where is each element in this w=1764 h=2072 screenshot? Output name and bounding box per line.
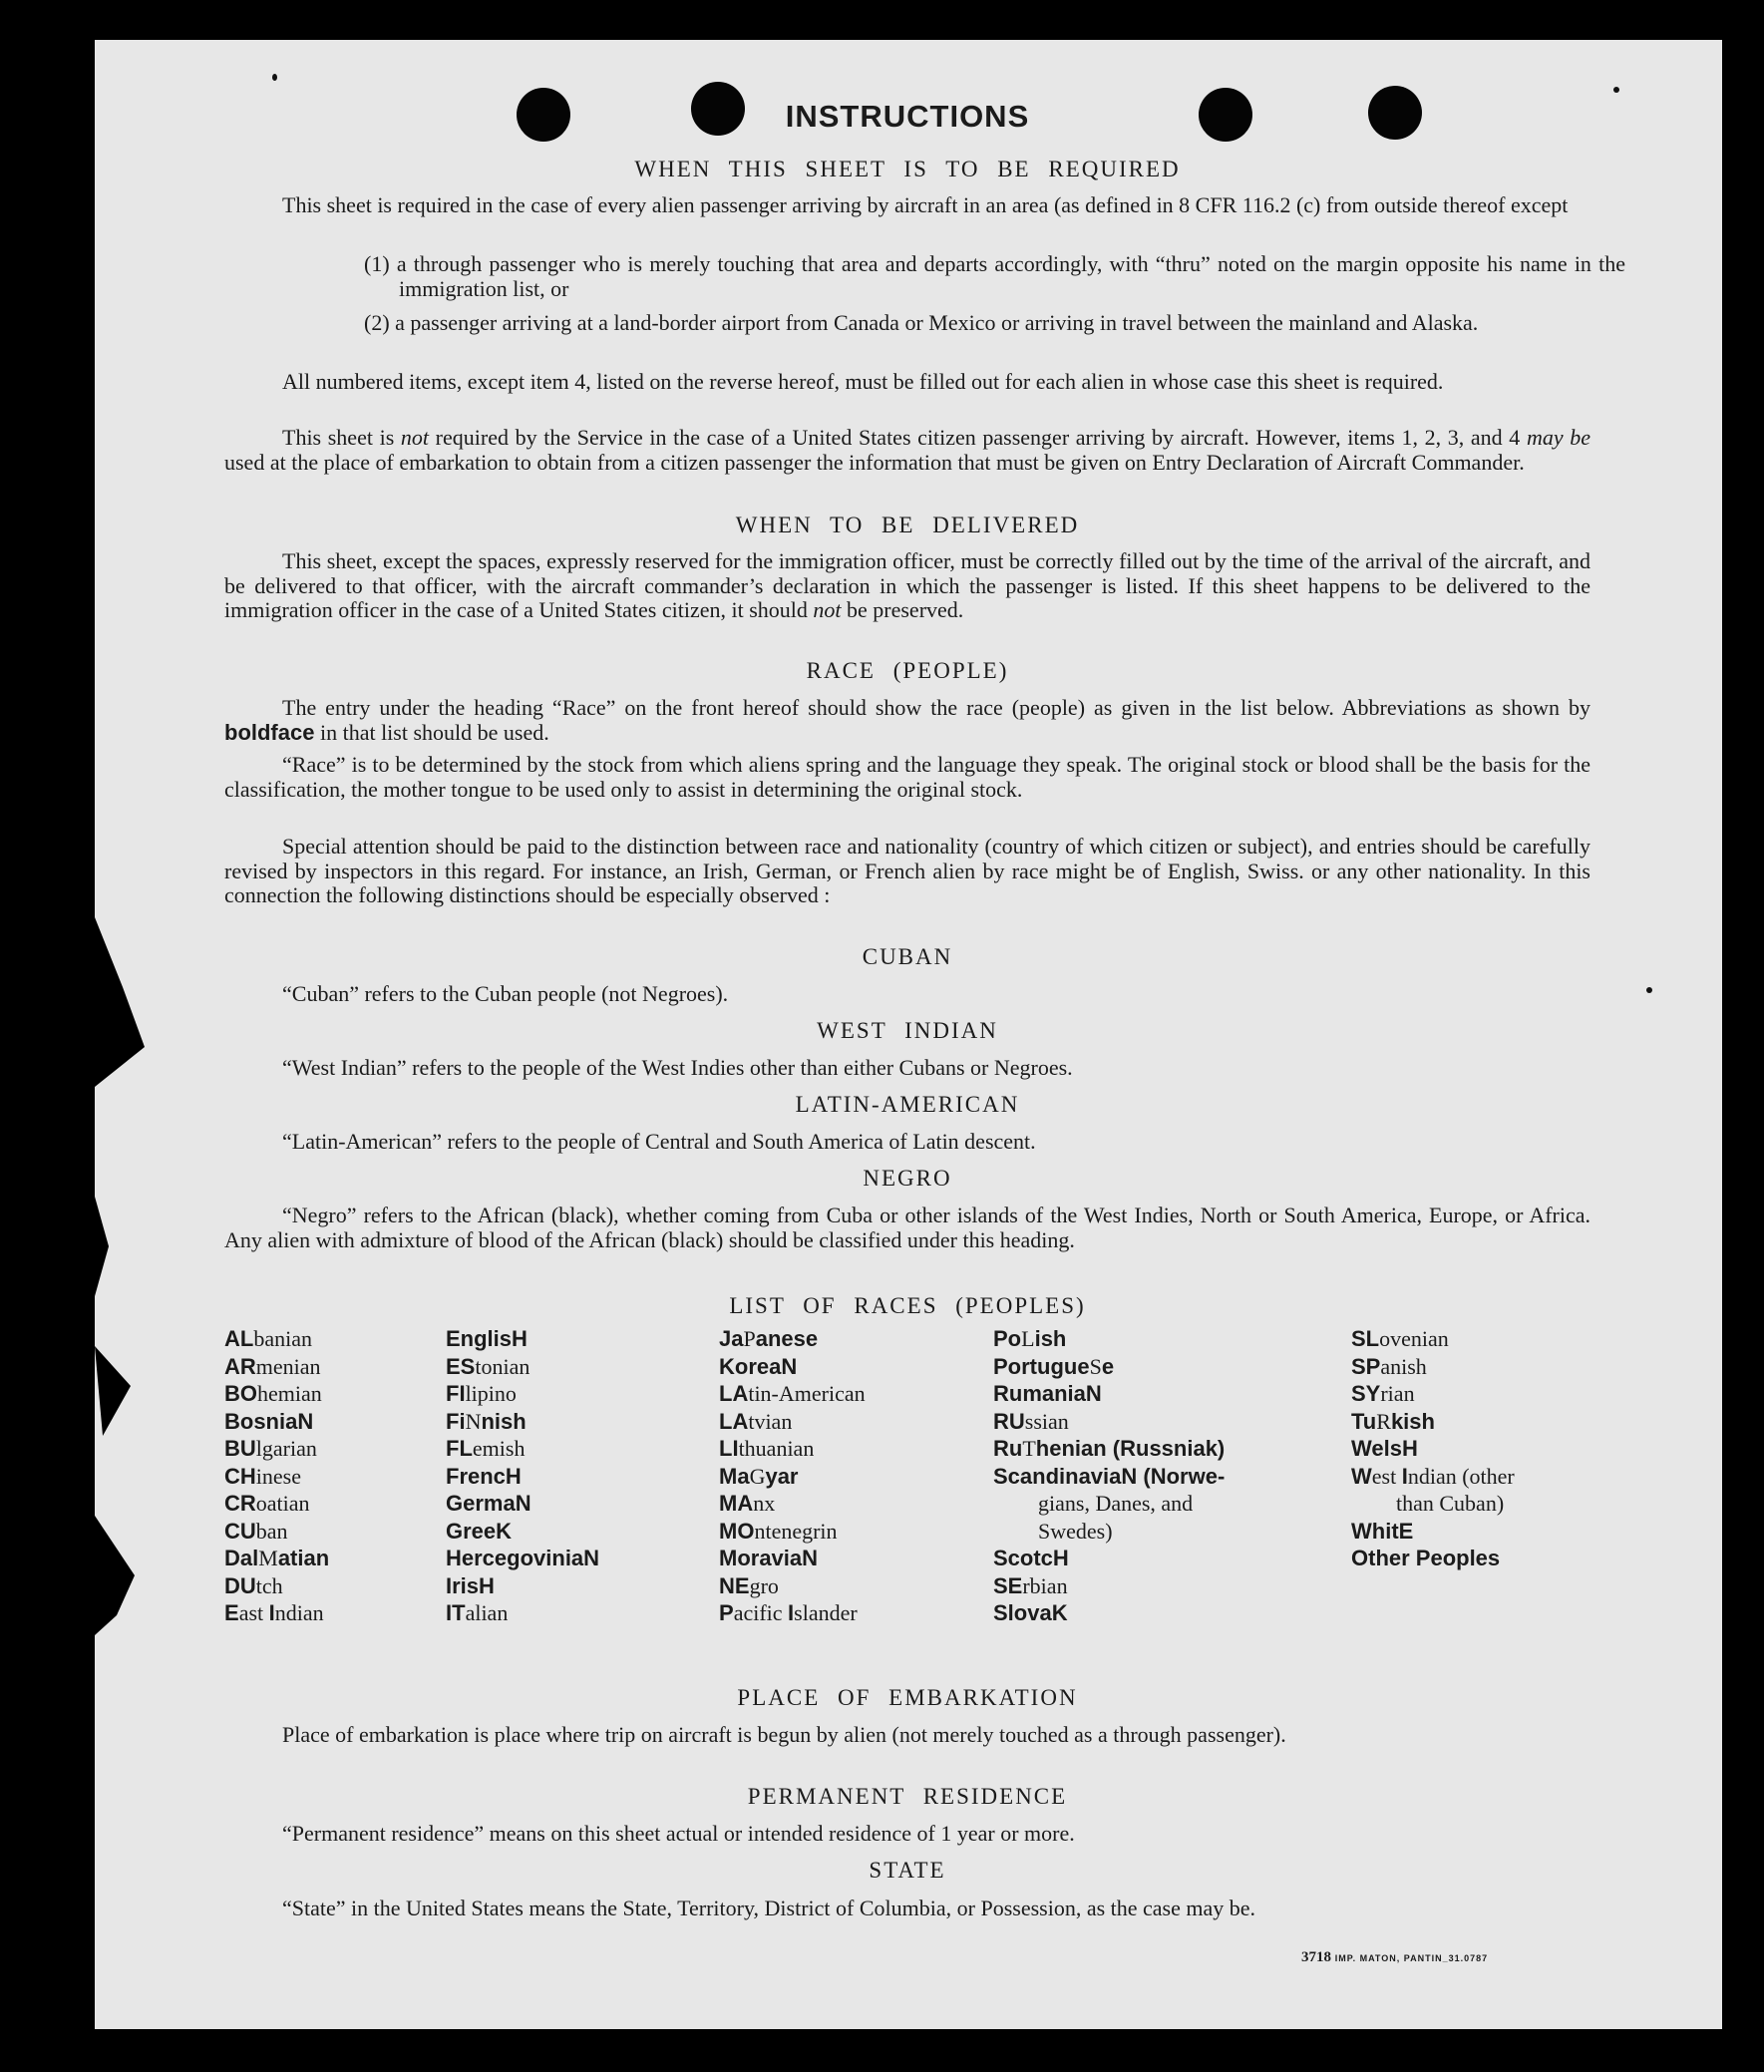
race-text: gro (749, 1572, 779, 1598)
heading-when-delivered: WHEN TO BE DELIVERED (735, 513, 1080, 537)
race-text: L (1021, 1326, 1035, 1351)
race-abbreviation: Po (993, 1326, 1022, 1351)
race-entry (993, 1435, 1225, 1463)
race-text: acific (733, 1600, 789, 1625)
race-text: ntenegrin (754, 1518, 838, 1544)
race-entry (446, 1599, 599, 1627)
paragraph: “State” in the United States means the State, Territory, District of Columbia, or Possession, as the case may be. (282, 1896, 1256, 1920)
race-entry (224, 1380, 329, 1408)
race-text: Swedes) (1038, 1518, 1113, 1544)
race-text: banian (253, 1326, 312, 1351)
race-abbreviation: H (505, 1463, 522, 1489)
race-abbreviation: nish (481, 1408, 527, 1434)
race-abbreviation: BU (224, 1436, 256, 1461)
race-abbreviation: FL (446, 1436, 473, 1461)
paragraph (224, 549, 1590, 623)
race-abbreviation: Hercegovinia (446, 1546, 584, 1570)
race-text: lgarian (255, 1436, 317, 1461)
heading-place-of-embarkation: PLACE OF EMBARKATION (737, 1685, 1078, 1710)
speck (1646, 987, 1652, 993)
race-abbreviation: Whit (1351, 1518, 1399, 1544)
race-entry (993, 1463, 1225, 1491)
printer-imprint (1301, 1949, 1488, 1966)
race-entry (1351, 1408, 1515, 1436)
race-abbreviation: N (583, 1546, 600, 1570)
race-text: S (1089, 1353, 1102, 1379)
race-text: ndian (other (1407, 1463, 1515, 1489)
race-abbreviation: AR (224, 1353, 256, 1379)
race-text: thuanian (738, 1436, 815, 1461)
race-abbreviation: I (1401, 1463, 1408, 1489)
text: in that list should be used. (314, 719, 549, 745)
race-text: R (1376, 1408, 1391, 1434)
race-text: ndian (274, 1600, 324, 1625)
race-text: tch (255, 1572, 283, 1598)
race-abbreviation: BO (224, 1381, 257, 1406)
heading-list-of-races: LIST OF RACES (PEOPLES) (729, 1293, 1086, 1318)
race-text: tin-American (748, 1381, 866, 1406)
race-abbreviation: ish (1034, 1326, 1067, 1351)
emphasis: not (813, 597, 842, 622)
race-text: rbian (1022, 1572, 1068, 1598)
race-entry (993, 1490, 1225, 1518)
paragraph: “Negro” refers to the African (black), whether coming from Cuba or other islands of the West Indies, North or South America, Europe, or Africa. Any alien with admixture of blood of the African (black) should be classified under this heading. (224, 1203, 1590, 1252)
race-text: lipino (465, 1381, 517, 1406)
heading-race: RACE (PEOPLE) (806, 658, 1009, 683)
paragraph (224, 696, 1590, 745)
race-entry (224, 1463, 329, 1491)
race-abbreviation: e (1101, 1353, 1115, 1379)
race-entry (446, 1325, 599, 1353)
race-abbreviation: FI (446, 1381, 466, 1406)
race-abbreviation: Scandinavia (993, 1463, 1122, 1489)
race-entry (446, 1408, 599, 1436)
race-entry (446, 1518, 599, 1546)
race-entry (993, 1599, 1225, 1627)
heading-negro: NEGRO (863, 1166, 952, 1191)
race-text: gians, Danes, and (1038, 1491, 1194, 1516)
paragraph: “Permanent residence” means on this sheet actual or intended residence of 1 year or more. (282, 1821, 1075, 1846)
race-abbreviation: SP (1351, 1353, 1381, 1379)
race-entry (224, 1408, 329, 1436)
race-text: tvian (748, 1408, 793, 1434)
race-abbreviation: Frenc (446, 1463, 506, 1489)
race-entry (993, 1572, 1225, 1600)
race-abbreviation: Ja (719, 1326, 744, 1351)
text: This sheet, except the spaces, expressly reserved for the immigration officer, must be correctly filled out by the time of the arrival of the aircraft, and be delivered to that officer, with the aircraft commander’s declaration in which the passenger is listed. If this sheet happens to be delivered to the immigration officer in the case of a United States citizen, it should (224, 548, 1590, 622)
race-entry (719, 1599, 866, 1627)
race-column (993, 1325, 1225, 1627)
race-abbreviation: E (1398, 1518, 1414, 1544)
race-column (1351, 1325, 1515, 1572)
race-entry (224, 1518, 329, 1546)
race-abbreviation: MA (719, 1491, 754, 1516)
speck (1613, 87, 1619, 93)
text: be preserved. (841, 597, 964, 622)
race-column (224, 1325, 329, 1627)
paragraph: All numbered items, except item 4, listed on the reverse hereof, must be filled out for each alien in whose case this sheet is required. (282, 369, 1444, 394)
printer-name: IMP. MATON, PANTIN_31.0787 (1334, 1953, 1489, 1963)
race-text: ast (238, 1600, 269, 1625)
race-text: nx (753, 1491, 776, 1516)
race-abbreviation: Moravia (719, 1546, 803, 1570)
race-entry (224, 1572, 329, 1600)
race-text: rian (1380, 1381, 1415, 1406)
race-list (224, 1325, 1590, 1624)
race-text: inese (255, 1463, 301, 1489)
race-entry (1351, 1325, 1515, 1353)
race-abbreviation: anese (755, 1326, 819, 1351)
race-abbreviation: CR (224, 1491, 256, 1516)
race-entry (719, 1545, 866, 1572)
race-entry (719, 1463, 866, 1491)
text: required by the Service in the case of a United States citizen passenger arriving by aircraft. However, items 1, 2, 3, and 4 (429, 425, 1527, 450)
race-abbreviation: AL (224, 1326, 254, 1351)
race-entry (719, 1325, 866, 1353)
paragraph: Special attention should be paid to the distinction between race and nationality (country of which citizen or subject), and entries should be carefully revised by inspectors in this regard. For instance, an Irish, German, or French alien by race might be of English, Swiss. or any other nationality. In this connection the following distinctions should be especially observed : (224, 834, 1590, 907)
race-entry (1351, 1353, 1515, 1381)
boldface-word: boldface (224, 719, 315, 745)
race-entry (446, 1545, 599, 1572)
race-text: G (749, 1463, 766, 1489)
race-entry (1351, 1463, 1515, 1491)
race-abbreviation: Ma (719, 1463, 750, 1489)
race-abbreviation: N (Norwe- (1121, 1463, 1226, 1489)
race-abbreviation: Portugue (993, 1353, 1090, 1379)
race-abbreviation: Fi (446, 1408, 466, 1434)
race-entry (446, 1463, 599, 1491)
race-text: ssian (1024, 1408, 1069, 1434)
race-entry (993, 1518, 1225, 1546)
race-entry (1351, 1435, 1515, 1463)
paragraph (224, 426, 1590, 475)
race-text: N (465, 1408, 482, 1434)
race-text: ban (255, 1518, 288, 1544)
race-abbreviation: Englis (446, 1326, 513, 1351)
race-abbreviation: MO (719, 1518, 755, 1544)
race-abbreviation: Bosnia (224, 1408, 298, 1434)
race-text: than Cuban) (1396, 1491, 1505, 1516)
heading-cuban: CUBAN (862, 944, 953, 969)
race-abbreviation: Scotc (993, 1546, 1053, 1570)
race-abbreviation: W (1351, 1463, 1372, 1489)
race-text: anish (1380, 1353, 1427, 1379)
race-text: P (743, 1326, 756, 1351)
race-entry (224, 1599, 329, 1627)
race-entry (993, 1408, 1225, 1436)
race-abbreviation: SE (993, 1572, 1023, 1598)
race-text: oatian (255, 1491, 310, 1516)
race-abbreviation: henian (Russniak) (1035, 1436, 1226, 1461)
emphasis: not (400, 425, 430, 450)
race-entry (993, 1545, 1225, 1572)
race-abbreviation: N (802, 1546, 819, 1570)
race-abbreviation: CU (224, 1518, 256, 1544)
race-abbreviation: LA (719, 1381, 749, 1406)
race-abbreviation: N (515, 1491, 531, 1516)
race-column (719, 1325, 866, 1627)
race-abbreviation: RU (993, 1408, 1025, 1434)
race-entry (224, 1325, 329, 1353)
paragraph: “Race” is to be determined by the stock from which aliens spring and the language they speak. The original stock or blood shall be the basis for the classification, the mother tongue to be used only to assist in determining the original stock. (224, 752, 1590, 802)
race-abbreviation: Ru (993, 1436, 1023, 1461)
race-abbreviation: NE (719, 1572, 750, 1598)
race-entry (993, 1353, 1225, 1381)
race-abbreviation: Tu (1351, 1408, 1377, 1434)
race-entry (446, 1435, 599, 1463)
race-abbreviation: N (1085, 1381, 1102, 1406)
race-abbreviation: Dal (224, 1546, 259, 1570)
race-abbreviation: N (297, 1408, 314, 1434)
text: This sheet is (282, 425, 401, 450)
race-text: est (1371, 1463, 1402, 1489)
race-entry (719, 1408, 866, 1436)
race-text: slander (794, 1600, 858, 1625)
race-abbreviation: H (479, 1572, 495, 1598)
race-entry (993, 1380, 1225, 1408)
race-abbreviation: Germa (446, 1491, 516, 1516)
race-entry (224, 1545, 329, 1572)
race-abbreviation: Rumania (993, 1381, 1086, 1406)
race-abbreviation: CH (224, 1463, 256, 1489)
race-entry (719, 1435, 866, 1463)
race-abbreviation: Wels (1351, 1436, 1402, 1461)
race-column (446, 1325, 599, 1627)
race-entry (1351, 1380, 1515, 1408)
race-text: menian (255, 1353, 321, 1379)
paragraph: Place of embarkation is place where trip on aircraft is begun by alien (not merely touched as a through passenger). (282, 1722, 1286, 1747)
torn-edge (95, 917, 165, 1934)
race-entry (719, 1353, 866, 1381)
race-entry (719, 1490, 866, 1518)
race-abbreviation: K (496, 1518, 513, 1544)
race-entry (224, 1435, 329, 1463)
heading-permanent-residence: PERMANENT RESIDENCE (747, 1784, 1068, 1809)
race-text: alian (465, 1600, 509, 1625)
race-abbreviation: Iris (446, 1572, 480, 1598)
race-abbreviation: Other Peoples (1351, 1546, 1501, 1570)
race-abbreviation: N (781, 1353, 798, 1379)
race-text: T (1022, 1436, 1036, 1461)
emphasis: may be (1526, 425, 1591, 450)
race-abbreviation: DU (224, 1572, 256, 1598)
race-text: ovenian (1379, 1326, 1449, 1351)
race-entry (719, 1572, 866, 1600)
race-abbreviation: I (268, 1600, 275, 1625)
race-abbreviation: P (719, 1600, 734, 1625)
race-text: tonian (475, 1353, 530, 1379)
race-abbreviation: IT (446, 1600, 466, 1625)
race-entry (1351, 1545, 1515, 1572)
race-abbreviation: SY (1351, 1381, 1381, 1406)
race-entry (224, 1490, 329, 1518)
exception-item: (1) a through passenger who is merely touching that area and departs accordingly, with “thru” noted on the margin opposite his name in the immigration list, or (364, 251, 1625, 301)
race-abbreviation: yar (765, 1463, 799, 1489)
paragraph: “Cuban” refers to the Cuban people (not Negroes). (282, 981, 729, 1006)
race-entry (1351, 1490, 1515, 1518)
heading-state: STATE (869, 1858, 946, 1883)
race-abbreviation: H (512, 1326, 528, 1351)
race-abbreviation: I (788, 1600, 795, 1625)
race-abbreviation: ES (446, 1353, 476, 1379)
race-abbreviation: H (1052, 1546, 1069, 1570)
document-sheet (95, 40, 1722, 2029)
race-entry (719, 1518, 866, 1546)
race-abbreviation: Gree (446, 1518, 497, 1544)
paragraph: This sheet is required in the case of every alien passenger arriving by aircraft in an area (as defined in 8 CFR 116.2 (c) from outside thereof except (282, 192, 1569, 217)
race-entry (446, 1380, 599, 1408)
text: The entry under the heading “Race” on the front hereof should show the race (people) as given in the list below. Abbreviations as shown by (282, 695, 1590, 720)
speck (272, 74, 277, 81)
race-abbreviation: kish (1390, 1408, 1435, 1434)
paragraph: “West Indian” refers to the people of the West Indies other than either Cubans or Negroes. (282, 1055, 1073, 1080)
race-abbreviation: atian (277, 1546, 330, 1570)
race-abbreviation: H (1401, 1436, 1418, 1461)
race-text: emish (472, 1436, 526, 1461)
form-code: 3718 (1301, 1949, 1331, 1965)
heading-latin-american: LATIN-AMERICAN (795, 1092, 1020, 1117)
race-abbreviation: SL (1351, 1326, 1380, 1351)
race-entry (446, 1572, 599, 1600)
race-entry (1351, 1518, 1515, 1546)
exception-item: (2) a passenger arriving at a land-border airport from Canada or Mexico or arriving in travel between the mainland and Alaska. (364, 310, 1479, 335)
race-text: M (258, 1546, 278, 1570)
race-entry (446, 1490, 599, 1518)
paragraph: “Latin-American” refers to the people of Central and South America of Latin descent. (282, 1129, 1036, 1154)
race-abbreviation: LI (719, 1436, 739, 1461)
race-abbreviation: Korea (719, 1353, 782, 1379)
race-abbreviation: Slova (993, 1600, 1052, 1625)
race-abbreviation: E (224, 1600, 239, 1625)
heading-west-indian: WEST INDIAN (817, 1018, 998, 1043)
page-title: INSTRUCTIONS (785, 99, 1030, 134)
race-entry (993, 1325, 1225, 1353)
race-abbreviation: LA (719, 1408, 749, 1434)
race-entry (224, 1353, 329, 1381)
race-abbreviation: K (1051, 1600, 1068, 1625)
text: used at the place of embarkation to obtain from a citizen passenger the information that must be given on Entry Declaration of Aircraft Commander. (224, 449, 1525, 475)
heading-when-required: WHEN THIS SHEET IS TO BE REQUIRED (634, 157, 1181, 181)
race-entry (446, 1353, 599, 1381)
race-entry (719, 1380, 866, 1408)
race-text: hemian (257, 1381, 322, 1406)
